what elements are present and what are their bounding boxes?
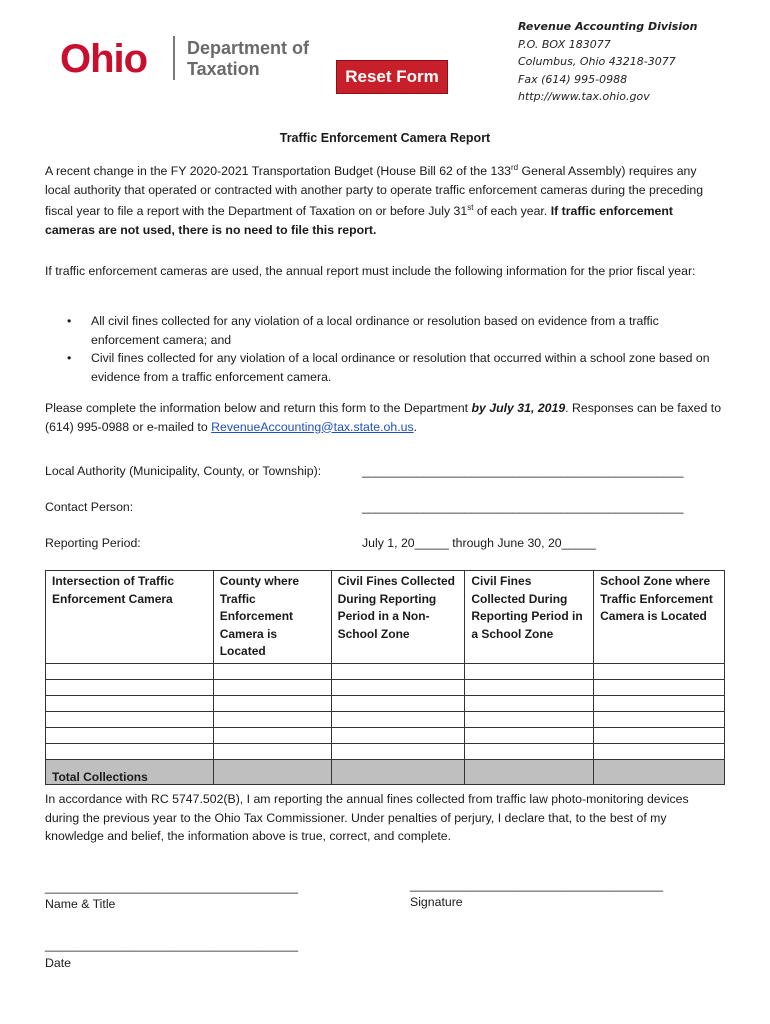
department-line-1: Department of (187, 38, 310, 58)
header-school-zone-fines: Civil Fines Collected During Reporting Period in a School Zone (465, 571, 594, 664)
list-item-text: Civil fines collected for any violation of a local ordinance or resolution that occurred within a school zone based on evidence from a traffic enforcement camera. (91, 351, 710, 384)
table-cell[interactable] (213, 727, 331, 743)
reporting-period-label: Reporting Period: (45, 536, 141, 550)
total-cell[interactable] (594, 759, 725, 784)
intro-paragraph (45, 159, 725, 239)
table-cell[interactable] (213, 663, 331, 679)
list-item (45, 312, 725, 349)
header-school-zone-location: School Zone where Traffic Enforcement Camera is Located (594, 571, 725, 664)
table-cell[interactable] (465, 727, 594, 743)
fines-table (45, 570, 725, 785)
instructions-paragraph (45, 399, 725, 436)
requirement-paragraph: If traffic enforcement cameras are used, the annual report must include the following information for the prior fiscal year: (45, 264, 696, 278)
table-row (46, 743, 725, 759)
total-cell[interactable] (465, 759, 594, 784)
logo-divider (173, 36, 175, 80)
table-header-row (46, 571, 725, 664)
table-cell[interactable] (331, 695, 465, 711)
deadline: by July 31, 2019 (471, 401, 566, 415)
table-cell[interactable] (46, 679, 214, 695)
header-county: County where Traffic Enforcement Camera is Located (213, 571, 331, 664)
department-line-2: Taxation (187, 59, 260, 79)
contact-person-label: Contact Person: (45, 500, 134, 514)
intro-sup-2: st (467, 203, 474, 213)
table-cell[interactable] (46, 743, 214, 759)
table-cell[interactable] (331, 663, 465, 679)
list-item (45, 349, 725, 386)
total-row (46, 759, 725, 784)
table-row (46, 679, 725, 695)
name-title-label: Name & Title (45, 897, 116, 911)
contact-person-field[interactable]: _______________________________________________ (362, 500, 684, 514)
table-row (46, 727, 725, 743)
instructions-text-3: . (413, 419, 418, 434)
name-title-line[interactable]: _____________________________________ (45, 880, 299, 894)
division-name: Revenue Accounting Division (518, 20, 698, 33)
table-cell[interactable] (594, 695, 725, 711)
table-cell[interactable] (594, 679, 725, 695)
instructions-text-2: . Responses can be faxed to (614) 995-0988 or e-mailed to (45, 401, 722, 434)
fax-number: Fax (614) 995-0988 (518, 72, 628, 86)
total-cell[interactable] (213, 759, 331, 784)
po-box: P.O. BOX 183077 (518, 37, 611, 51)
header-intersection: Intersection of Traffic Enforcement Camera (46, 571, 214, 664)
table-cell[interactable] (465, 743, 594, 759)
local-authority-label: Local Authority (Municipality, County, or Township): (45, 464, 322, 478)
reporting-period-field[interactable]: July 1, 20_____ through June 30, 20_____ (362, 536, 596, 550)
table-row (46, 711, 725, 727)
table-cell[interactable] (46, 695, 214, 711)
bullet-icon: • (67, 314, 72, 328)
website-url: http://www.tax.ohio.gov (518, 90, 650, 103)
total-label: Total Collections (46, 759, 214, 784)
intro-text-2: General Assembly) requires any local authority that operated or contracted with another party to operate traffic enforcement cameras during the preceding fiscal year to file a report with the Department of Taxation on or before July 31 (45, 164, 704, 219)
intro-text-1: A recent change in the FY 2020-2021 Transportation Budget (House Bill 62 of the 133 (45, 164, 512, 179)
intro-bold-note: If traffic enforcement cameras are not used, there is no need to file this report. (45, 204, 673, 237)
table-cell[interactable] (465, 679, 594, 695)
table-cell[interactable] (213, 679, 331, 695)
signature-label: Signature (410, 895, 463, 909)
table-row (46, 663, 725, 679)
certification-paragraph: In accordance with RC 5747.502(B), I am reporting the annual fines collected from traffic law photo-monitoring devices during the previous year to the Ohio Tax Commissioner. Under penalties of perjury, I declare that, to the best of my knowledge and belief, the information above is true, correct, and complete. (45, 792, 689, 843)
table-cell[interactable] (465, 711, 594, 727)
table-cell[interactable] (213, 695, 331, 711)
table-cell[interactable] (331, 727, 465, 743)
division-address (518, 18, 698, 106)
intro-text-3: of each year. (473, 204, 551, 219)
total-cell[interactable] (331, 759, 465, 784)
reset-form-button[interactable]: Reset Form (336, 60, 448, 94)
requirement-list (45, 312, 725, 386)
table-row (46, 695, 725, 711)
date-line[interactable]: _____________________________________ (45, 938, 299, 952)
city-line: Columbus, Ohio 43218-3077 (518, 55, 676, 68)
instructions-text-1: Please complete the information below and return this form to the Department (45, 401, 472, 415)
local-authority-field[interactable]: _______________________________________________ (362, 464, 684, 478)
table-cell[interactable] (46, 663, 214, 679)
intro-sup-1: rd (511, 163, 519, 172)
header-non-school-zone-fines: Civil Fines Collected During Reporting Period in a Non-School Zone (331, 571, 465, 664)
page-title: Traffic Enforcement Camera Report (279, 131, 491, 145)
bullet-icon: • (67, 351, 72, 365)
ohio-logo-wordmark: Ohio (60, 37, 148, 81)
table-cell[interactable] (46, 711, 214, 727)
table-cell[interactable] (213, 743, 331, 759)
table-cell[interactable] (594, 663, 725, 679)
date-label: Date (45, 956, 71, 970)
table-cell[interactable] (465, 663, 594, 679)
table-cell[interactable] (594, 743, 725, 759)
table-cell[interactable] (213, 711, 331, 727)
department-name (187, 38, 309, 80)
email-link[interactable]: RevenueAccounting@tax.state.oh.us (211, 419, 414, 434)
signature-line[interactable]: _____________________________________ (410, 878, 664, 892)
table-cell[interactable] (594, 727, 725, 743)
table-cell[interactable] (465, 695, 594, 711)
table-cell[interactable] (46, 727, 214, 743)
table-cell[interactable] (331, 711, 465, 727)
list-item-text: All civil fines collected for any violation of a local ordinance or resolution based on evidence from a traffic enforcement camera; and (91, 314, 659, 347)
table-cell[interactable] (331, 679, 465, 695)
table-cell[interactable] (594, 711, 725, 727)
table-cell[interactable] (331, 743, 465, 759)
